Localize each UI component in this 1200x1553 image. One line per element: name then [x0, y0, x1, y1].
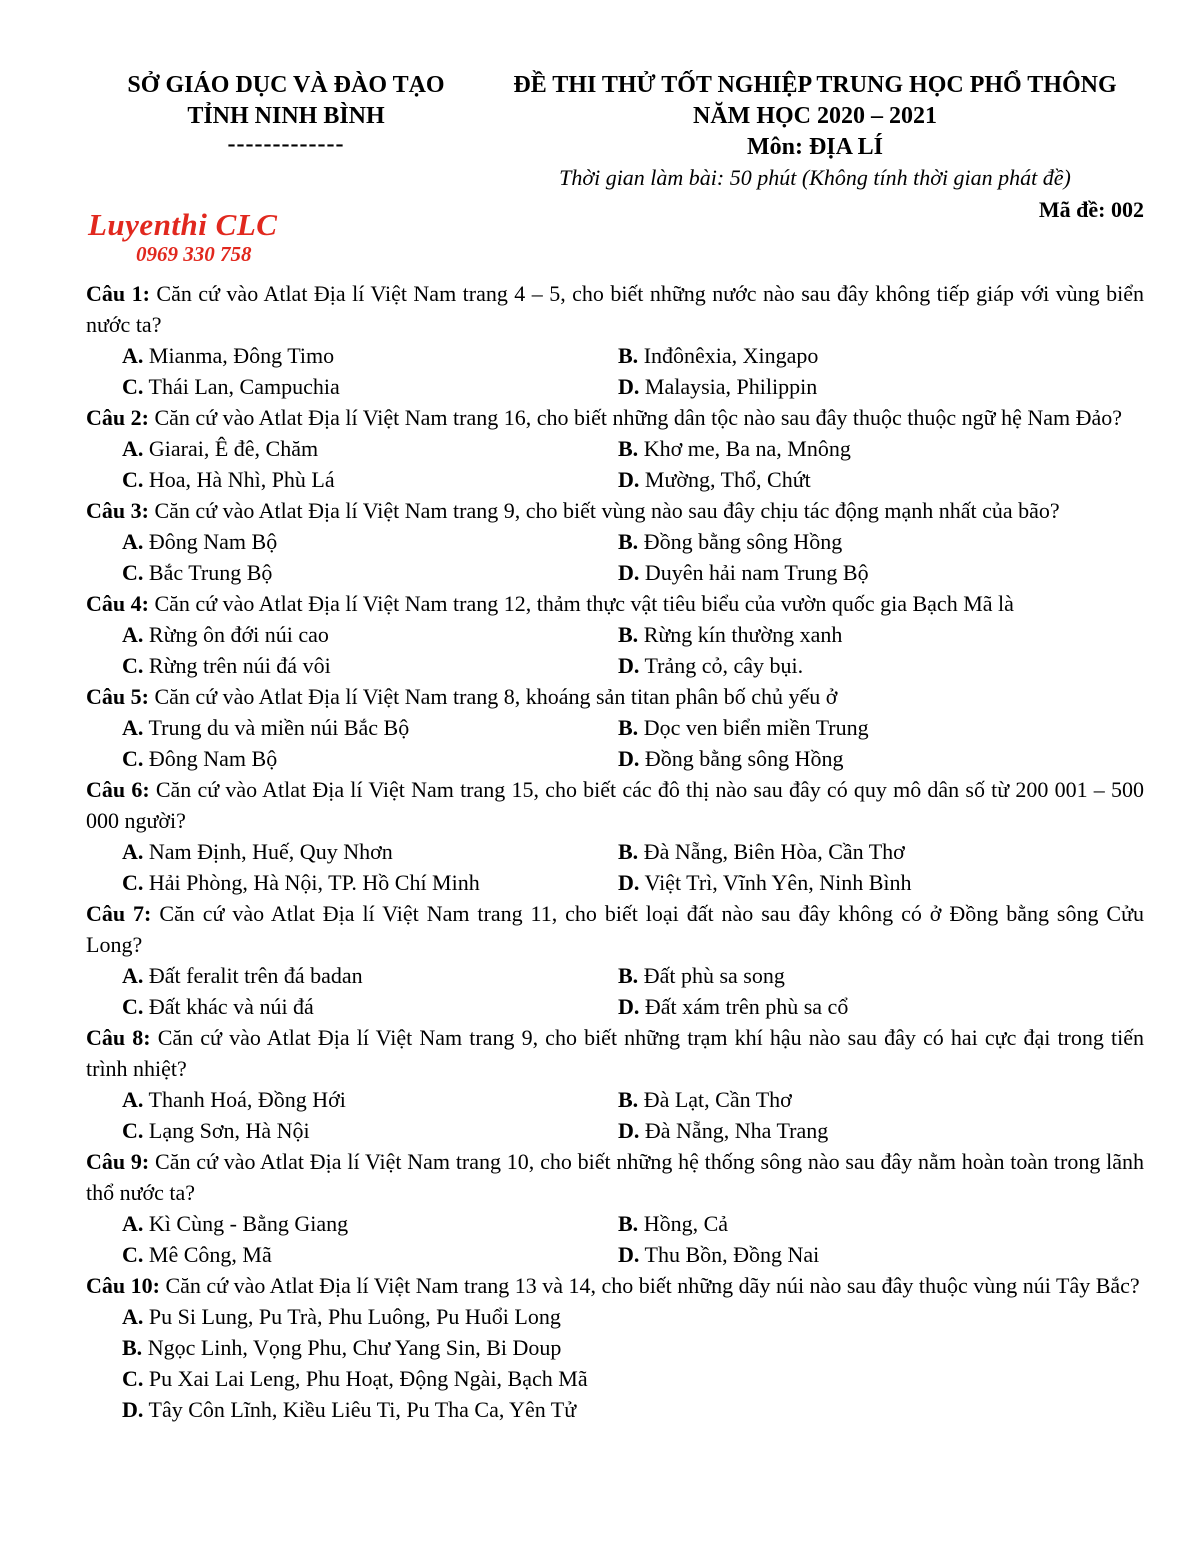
options-list — [86, 1084, 1144, 1146]
option-text: Đồng bằng sông Hồng — [644, 746, 844, 771]
option-a — [122, 1208, 618, 1239]
question-text: Căn cứ vào Atlat Địa lí Việt Nam trang 9, cho biết những trạm khí hậu nào sau đây có hai cực đại trong tiến trình nhiệt? — [86, 1025, 1144, 1081]
options-list — [86, 1301, 1144, 1425]
option-letter: B. — [618, 1211, 639, 1236]
option-letter: A. — [122, 963, 144, 988]
option-a — [122, 712, 618, 743]
question-text: Căn cứ vào Atlat Địa lí Việt Nam trang 8, khoáng sản titan phân bố chủ yếu ở — [154, 684, 838, 709]
option-text: Giarai, Ê đê, Chăm — [148, 436, 319, 461]
option-text: Đất feralit trên đá badan — [148, 963, 363, 988]
option-letter: A. — [122, 839, 144, 864]
option-text: Bắc Trung Bộ — [148, 560, 273, 585]
option-c — [122, 557, 618, 588]
option-text: Hồng, Cả — [643, 1211, 729, 1236]
option-text: Đất phù sa song — [643, 963, 785, 988]
option-c — [122, 650, 618, 681]
option-b — [618, 526, 1144, 557]
option-text: Thái Lan, Campuchia — [148, 374, 340, 399]
option-d — [618, 557, 1144, 588]
option-letter: C. — [122, 560, 144, 585]
option-text: Đông Nam Bộ — [148, 529, 278, 554]
question-block — [86, 588, 1144, 681]
option-text: Pu Xai Lai Leng, Phu Hoạt, Động Ngài, Bạch Mã — [148, 1366, 588, 1391]
question-text: Căn cứ vào Atlat Địa lí Việt Nam trang 10, cho biết những hệ thống sông nào sau đây nằm hoàn toàn trong lãnh thổ nước ta? — [86, 1149, 1145, 1205]
option-d — [618, 743, 1144, 774]
options-list — [86, 433, 1144, 495]
option-a — [122, 433, 618, 464]
option-letter: D. — [618, 653, 640, 678]
option-c — [122, 1239, 618, 1270]
logo — [86, 208, 486, 266]
question-block — [86, 1022, 1144, 1146]
question-stem — [86, 495, 1144, 526]
option-a — [122, 836, 618, 867]
question-stem — [86, 1270, 1144, 1301]
option-b — [618, 836, 1144, 867]
option-c — [122, 1363, 1144, 1394]
exam-title: ĐỀ THI THỬ TỐT NGHIỆP TRUNG HỌC PHỔ THÔNG — [513, 72, 1117, 98]
option-letter: B. — [618, 715, 639, 740]
option-text: Đông Nam Bộ — [148, 746, 278, 771]
option-text: Rừng kín thường xanh — [643, 622, 843, 647]
option-a — [122, 619, 618, 650]
option-letter: C. — [122, 467, 144, 492]
option-text: Đất khác và núi đá — [148, 994, 314, 1019]
options-list — [86, 1208, 1144, 1270]
question-number: Câu 5: — [86, 684, 149, 709]
option-text: Kì Cùng - Bằng Giang — [148, 1211, 349, 1236]
options-list — [86, 712, 1144, 774]
question-stem — [86, 1022, 1144, 1084]
option-letter: C. — [122, 746, 144, 771]
option-c — [122, 464, 618, 495]
option-d — [122, 1394, 1144, 1425]
option-b — [618, 619, 1144, 650]
option-b — [618, 433, 1144, 464]
option-letter: C. — [122, 1366, 144, 1391]
option-d — [618, 650, 1144, 681]
option-text: Malaysia, Philippin — [644, 374, 818, 399]
option-c — [122, 867, 618, 898]
option-letter: C. — [122, 653, 144, 678]
option-b — [618, 340, 1144, 371]
option-letter: A. — [122, 622, 144, 647]
option-letter: B. — [618, 839, 639, 864]
question-number: Câu 4: — [86, 591, 149, 616]
question-block — [86, 1270, 1144, 1425]
option-b — [122, 1332, 1144, 1363]
option-letter: B. — [618, 963, 639, 988]
option-text: Tây Côn Lĩnh, Kiều Liêu Ti, Pu Tha Ca, Yên Tử — [148, 1397, 577, 1422]
option-text: Khơ me, Ba na, Mnông — [643, 436, 851, 461]
questions-list — [86, 278, 1144, 1425]
options-list — [86, 526, 1144, 588]
question-block — [86, 1146, 1144, 1270]
option-letter: A. — [122, 1087, 144, 1112]
option-text: Thu Bồn, Đồng Nai — [644, 1242, 820, 1267]
question-text: Căn cứ vào Atlat Địa lí Việt Nam trang 12, thảm thực vật tiêu biểu của vườn quốc gia Bạch Mã là — [154, 591, 1014, 616]
option-text: Đà Nẵng, Nha Trang — [644, 1118, 829, 1143]
option-b — [618, 960, 1144, 991]
option-d — [618, 1239, 1144, 1270]
question-block — [86, 495, 1144, 588]
option-letter: A. — [122, 529, 144, 554]
option-text: Duyên hải nam Trung Bộ — [644, 560, 869, 585]
question-number: Câu 6: — [86, 777, 150, 802]
option-text: Đà Nẵng, Biên Hòa, Cần Thơ — [643, 839, 905, 864]
question-stem — [86, 278, 1144, 340]
options-list — [86, 619, 1144, 681]
option-d — [618, 867, 1144, 898]
option-letter: D. — [618, 560, 640, 585]
option-a — [122, 1084, 618, 1115]
school-year: NĂM HỌC 2020 – 2021 — [693, 103, 937, 129]
question-text: Căn cứ vào Atlat Địa lí Việt Nam trang 4 – 5, cho biết những nước nào sau đây không tiếp giáp với vùng biển nước ta? — [86, 281, 1145, 337]
option-letter: D. — [618, 870, 640, 895]
option-letter: A. — [122, 1211, 144, 1236]
exam-code: Mã đề: 002 — [1038, 197, 1144, 222]
option-c — [122, 1115, 618, 1146]
option-b — [618, 1208, 1144, 1239]
option-letter: C. — [122, 870, 144, 895]
option-letter: A. — [122, 715, 144, 740]
option-letter: D. — [618, 374, 640, 399]
option-text: Hải Phòng, Hà Nội, TP. Hồ Chí Minh — [148, 870, 480, 895]
exam-header — [86, 70, 1144, 266]
option-letter: C. — [122, 374, 144, 399]
option-letter: B. — [122, 1335, 143, 1360]
option-text: Trung du và miền núi Bắc Bộ — [148, 715, 410, 740]
exam-title-block — [486, 70, 1144, 225]
option-letter: C. — [122, 1242, 144, 1267]
option-d — [618, 1115, 1144, 1146]
option-text: Inđônêxia, Xingapo — [643, 343, 819, 368]
question-number: Câu 1: — [86, 281, 150, 306]
province-name: TỈNH NINH BÌNH — [187, 103, 385, 129]
question-block — [86, 898, 1144, 1022]
option-c — [122, 991, 618, 1022]
question-number: Câu 3: — [86, 498, 149, 523]
question-block — [86, 774, 1144, 898]
option-d — [618, 371, 1144, 402]
option-letter: B. — [618, 622, 639, 647]
authority-name: SỞ GIÁO DỤC VÀ ĐÀO TẠO — [127, 72, 445, 98]
option-letter: D. — [618, 746, 640, 771]
option-text: Trảng cỏ, cây bụi. — [644, 653, 804, 678]
option-d — [618, 464, 1144, 495]
option-text: Ngọc Linh, Vọng Phu, Chư Yang Sin, Bi Doup — [147, 1335, 562, 1360]
option-letter: B. — [618, 1087, 639, 1112]
option-a — [122, 960, 618, 991]
option-text: Pu Si Lung, Pu Trà, Phu Luông, Pu Huổi Long — [148, 1304, 561, 1329]
question-text: Căn cứ vào Atlat Địa lí Việt Nam trang 9, cho biết vùng nào sau đây chịu tác động mạnh nhất của bão? — [154, 498, 1060, 523]
question-stem — [86, 774, 1144, 836]
logo-phone: 0969 330 758 — [136, 242, 252, 266]
option-text: Dọc ven biển miền Trung — [643, 715, 869, 740]
option-letter: B. — [618, 436, 639, 461]
question-number: Câu 8: — [86, 1025, 151, 1050]
question-block — [86, 402, 1144, 495]
question-number: Câu 2: — [86, 405, 149, 430]
option-text: Nam Định, Huế, Quy Nhơn — [148, 839, 393, 864]
option-letter: A. — [122, 343, 144, 368]
option-letter: D. — [618, 467, 640, 492]
issuing-authority-block — [86, 70, 486, 266]
option-a — [122, 340, 618, 371]
question-text: Căn cứ vào Atlat Địa lí Việt Nam trang 15, cho biết các đô thị nào sau đây có quy mô dân số từ 200 001 – 500 000 người? — [86, 777, 1144, 833]
question-number: Câu 10: — [86, 1273, 160, 1298]
option-text: Đất xám trên phù sa cổ — [644, 994, 849, 1019]
option-c — [122, 743, 618, 774]
option-text: Đà Lạt, Cần Thơ — [643, 1087, 792, 1112]
question-block — [86, 278, 1144, 402]
option-text: Mường, Thổ, Chứt — [644, 467, 811, 492]
question-stem — [86, 402, 1144, 433]
option-text: Mianma, Đông Timo — [148, 343, 335, 368]
options-list — [86, 836, 1144, 898]
option-c — [122, 371, 618, 402]
subject-line: Môn: ĐỊA LÍ — [746, 134, 884, 160]
question-block — [86, 681, 1144, 774]
option-a — [122, 526, 618, 557]
option-text: Rừng trên núi đá vôi — [148, 653, 331, 678]
option-text: Lạng Sơn, Hà Nội — [148, 1118, 310, 1143]
option-letter: B. — [618, 529, 639, 554]
option-letter: D. — [122, 1397, 144, 1422]
question-stem — [86, 681, 1144, 712]
question-text: Căn cứ vào Atlat Địa lí Việt Nam trang 13 và 14, cho biết những dãy núi nào sau đây thuộc vùng núi Tây Bắc? — [165, 1273, 1140, 1298]
question-number: Câu 9: — [86, 1149, 150, 1174]
option-a — [122, 1301, 1144, 1332]
option-text: Thanh Hoá, Đồng Hới — [148, 1087, 346, 1112]
option-text: Hoa, Hà Nhì, Phù Lá — [148, 467, 335, 492]
question-text: Căn cứ vào Atlat Địa lí Việt Nam trang 16, cho biết những dân tộc nào sau đây thuộc thuộc ngữ hệ Nam Đảo? — [154, 405, 1123, 430]
option-letter: C. — [122, 994, 144, 1019]
logo-text: Luyenthi CLC — [88, 207, 278, 242]
option-b — [618, 1084, 1144, 1115]
option-letter: D. — [618, 994, 640, 1019]
option-letter: B. — [618, 343, 639, 368]
option-letter: A. — [122, 436, 144, 461]
option-d — [618, 991, 1144, 1022]
option-b — [618, 712, 1144, 743]
question-stem — [86, 1146, 1144, 1208]
option-text: Việt Trì, Vĩnh Yên, Ninh Bình — [644, 870, 912, 895]
option-text: Mê Công, Mã — [148, 1242, 272, 1267]
option-letter: A. — [122, 1304, 144, 1329]
question-number: Câu 7: — [86, 901, 152, 926]
question-stem — [86, 588, 1144, 619]
option-text: Rừng ôn đới núi cao — [148, 622, 329, 647]
question-stem — [86, 898, 1144, 960]
options-list — [86, 340, 1144, 402]
option-letter: D. — [618, 1118, 640, 1143]
option-letter: C. — [122, 1118, 144, 1143]
question-text: Căn cứ vào Atlat Địa lí Việt Nam trang 11, cho biết loại đất nào sau đây không có ở Đồng bằng sông Cửu Long? — [86, 901, 1144, 957]
duration-line: Thời gian làm bài: 50 phút (Không tính thời gian phát đề) — [559, 165, 1071, 190]
option-letter: D. — [618, 1242, 640, 1267]
option-text: Đồng bằng sông Hồng — [643, 529, 843, 554]
divider-dashes: ------------- — [227, 131, 345, 157]
options-list — [86, 960, 1144, 1022]
